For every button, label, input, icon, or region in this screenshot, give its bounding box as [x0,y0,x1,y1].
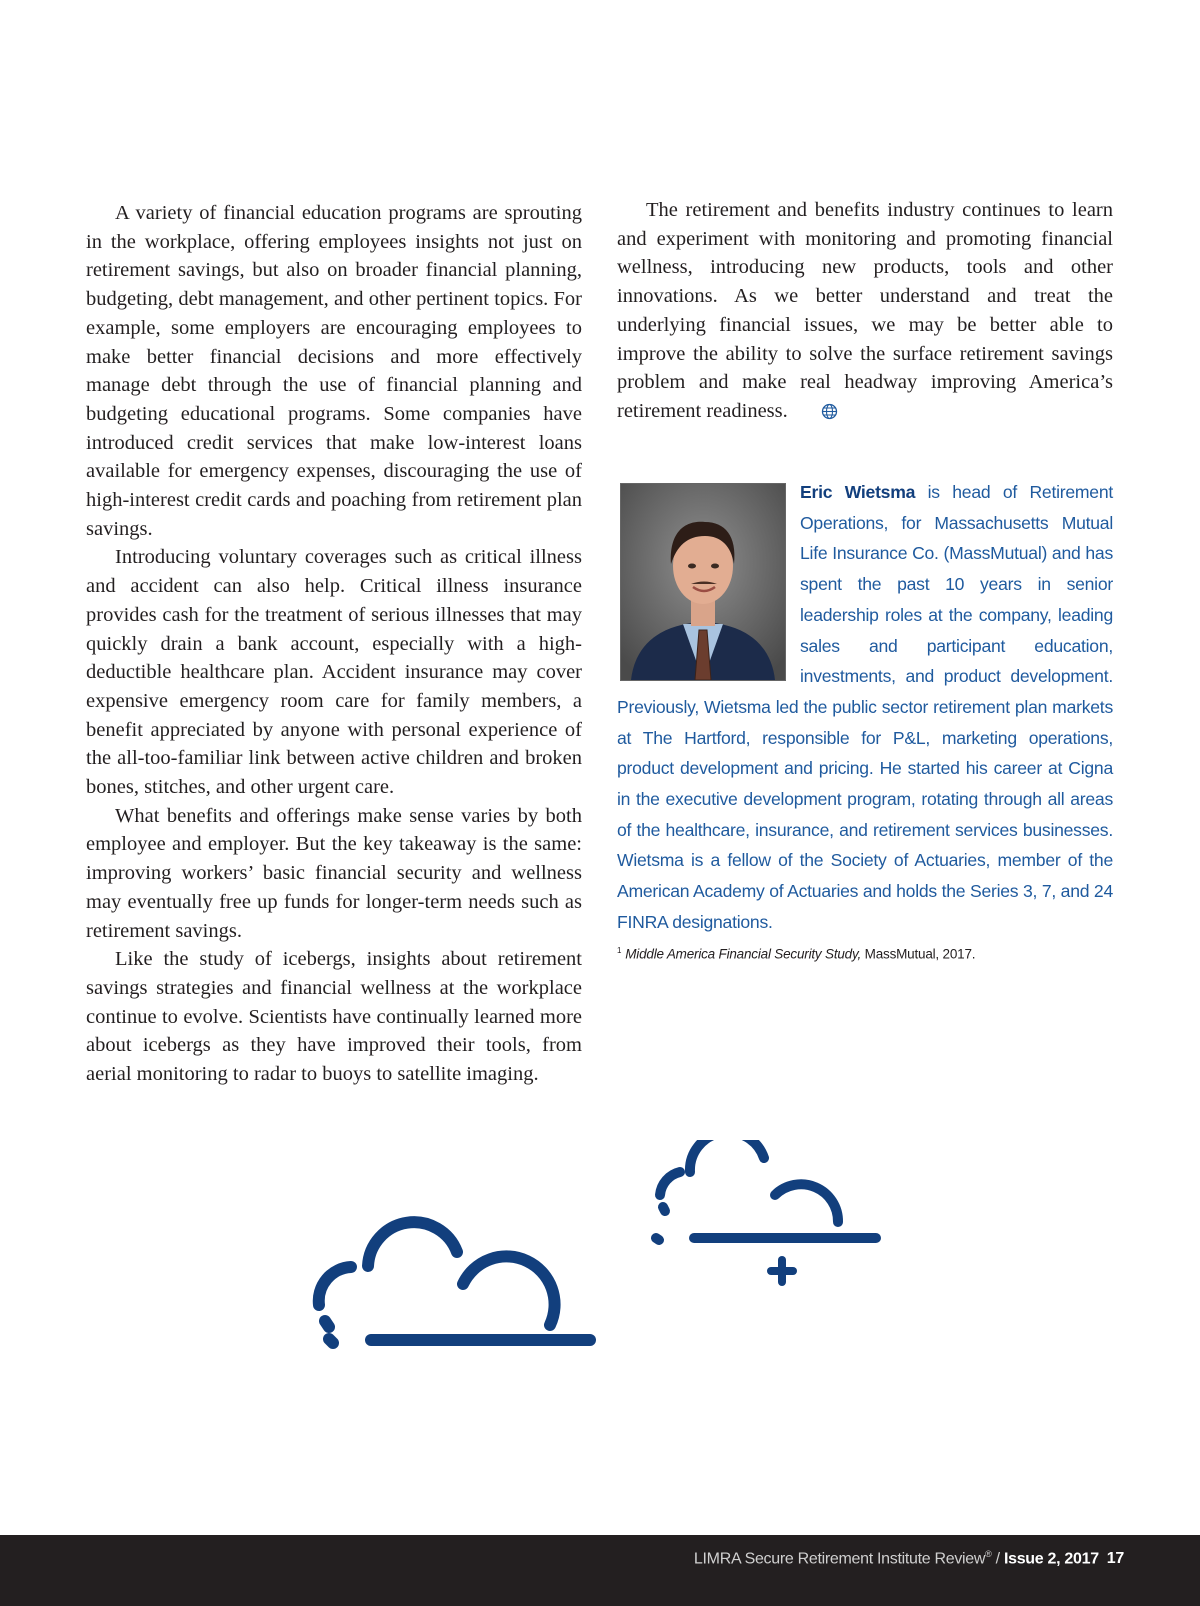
body-paragraph: Introducing voluntary coverages such as critical illness and accident can also help. Critical illness insurance provides cash for the treatment of serious illnesses that may quickly drain a bank account, especially with a high-deductible healthcare plan. Accident insurance may cover expensive emergency room care for family members, a benefit appreciated by anyone with personal experience of the all-too-familiar link between active children and broken bones, stitches, and other urgent care. [86,546,582,799]
footnote-title: Middle America Financial Security Study, [625,946,862,962]
bio-body: is head of Retirement Operations, for Massachusetts Mutual Life Insurance Co. (MassMutual) and has spent the past 10 years in senior leadership roles at the company, leading sales and participant education, investments, and product development. Previously, Wietsma led the public sector retirement plan markets at The Hartford, responsible for P&L, marketing operations, product development and pricing. He started his career at Cigna in the executive development program, rotating through all areas of the healthcare, insurance, and retirement services businesses. Wietsma is a fellow of the Society of Actuaries, member of the American Academy of Actuaries and holds the Series 3, 7, and 24 FINRA designations. [617,482,1113,932]
body-paragraph: Like the study of icebergs, insights about retirement savings strategies and financial wellness at the workplace continue to evolve. Scientists have continually learned more about icebergs as they have improved their tools, from aerial monitoring to radar to buoys to satellite imaging. [86,948,582,1086]
body-paragraph: A variety of financial education programs are sprouting in the workplace, offering employees insights not just on retirement savings, but also on broader financial planning, budgeting, debt management, and other pertinent topics. For example, some employers are encouraging employees to make better financial decisions and more effectively manage debt through the use of financial planning and budgeting educational programs. Some companies have introduced credit services that make low-interest loans available for emergency expenses, discouraging the use of high-interest credit cards and poaching from retirement plan savings. [86,202,582,540]
publication-name: LIMRA Secure Retirement Institute Review [693,1550,986,1568]
footer-bar [0,1535,1200,1606]
plus-icon [771,1260,793,1282]
closing-paragraph-text: The retirement and benefits industry continues to learn and experiment with monitoring and promoting financial wellness, introducing new products, tools and other innovations. As we better understand and treat the underlying financial issues, we may be better able to improve the ability to solve the surface retirement savings problem and make real headway improving America’s retirement readiness. [617,199,1113,422]
footer-text [694,1549,1124,1568]
body-paragraph [617,196,1113,429]
registered-mark: ® [985,1549,992,1559]
footnote-source: MassMutual, 2017. [861,946,976,962]
author-photo [620,483,786,681]
issue-label: Issue 2, 2017 [1003,1550,1099,1568]
footnote [617,946,1113,962]
cloud-icon [650,1140,890,1304]
footer-separator: / [991,1550,1004,1568]
body-paragraph: What benefits and offerings make sense varies by both employee and employer. But the key takeaway is the same: improving workers’ basic financial security and wellness may eventually free up funds for longer-term needs such as retirement savings. [86,804,582,942]
author-name: Eric Wietsma [800,482,916,502]
globe-icon [792,400,838,429]
footnote-marker: 1 [617,946,622,955]
author-bio [617,477,1113,938]
right-column [617,196,1113,429]
cloud-icon [305,1215,605,1369]
left-column [86,199,582,1089]
page-number: 17 [1106,1550,1124,1568]
